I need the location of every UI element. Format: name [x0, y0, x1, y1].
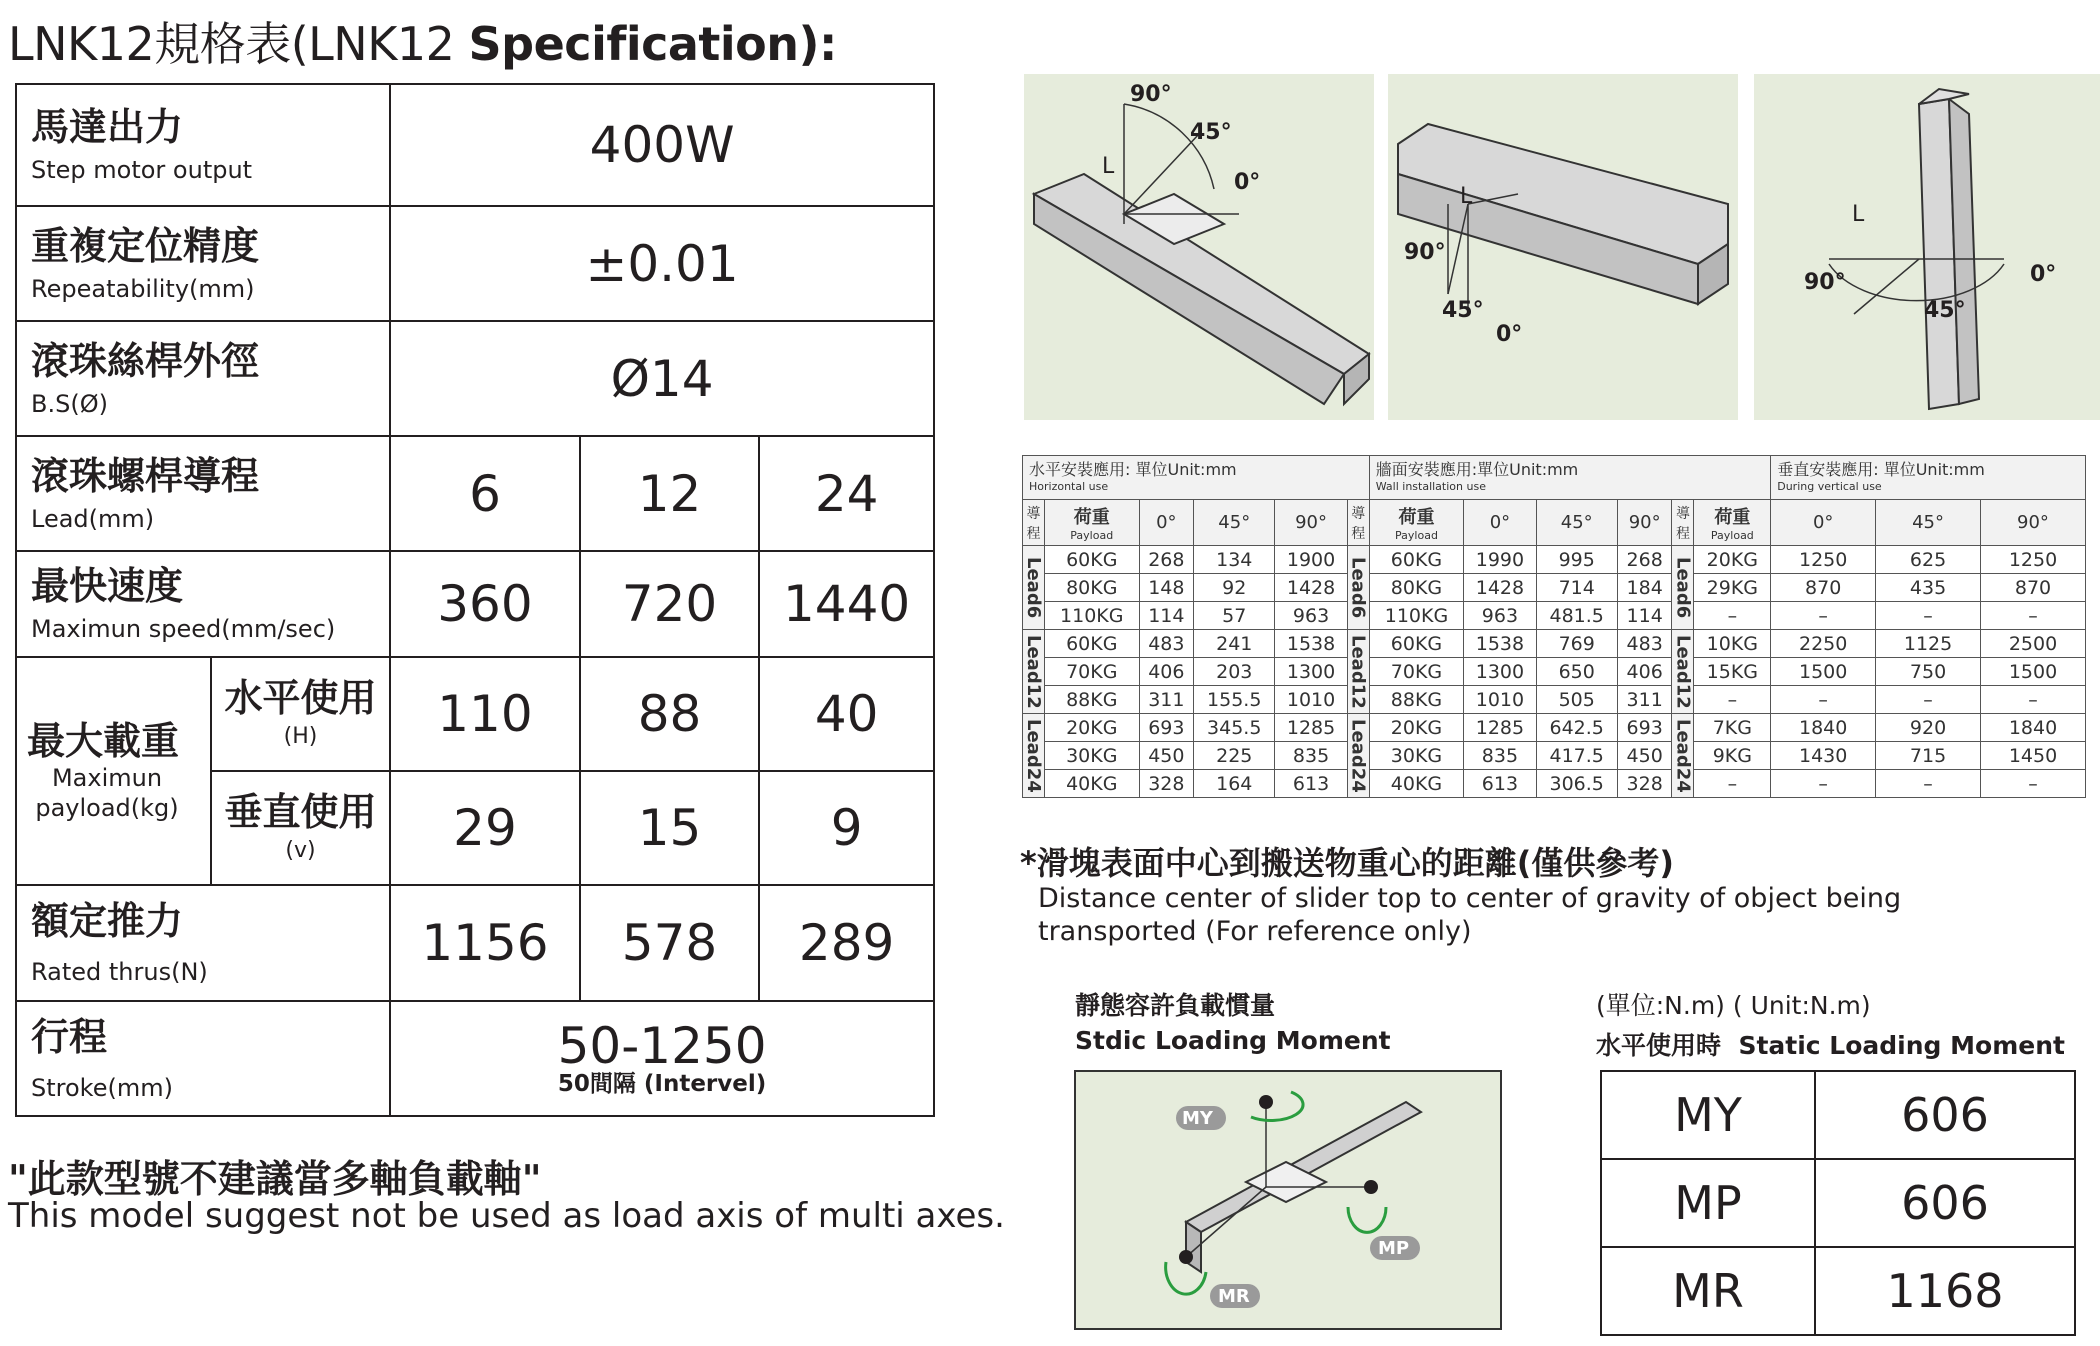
- payload-cell: 7KG: [1694, 714, 1771, 742]
- group-vertical-en: During vertical use: [1777, 479, 1882, 493]
- distance-cell: 328: [1139, 770, 1194, 798]
- payload-cell: 60KG: [1045, 546, 1140, 574]
- h-lead-3: 導程: [1672, 500, 1694, 546]
- thrust-lead12: 578: [580, 885, 759, 1001]
- payload-cell: –: [1694, 602, 1771, 630]
- distance-cell: 650: [1536, 658, 1617, 686]
- distance-cell: 715: [1876, 742, 1981, 770]
- distance-cell: 450: [1139, 742, 1194, 770]
- h-0-1: 0°: [1139, 500, 1194, 546]
- f1-angle-0: 0°: [1234, 170, 1261, 195]
- lead-24: 24: [759, 436, 934, 551]
- distance-cell: 750: [1876, 658, 1981, 686]
- moment-row: [1601, 1247, 2075, 1335]
- f3-angle-90: 90°: [1804, 270, 1846, 295]
- payload-cell: 110KG: [1369, 602, 1464, 630]
- stroke-interval: 50間隔 (Intervel): [557, 1070, 767, 1097]
- speed-label: 最快速度: [31, 564, 184, 608]
- distance-cell: 1285: [1275, 714, 1347, 742]
- title-zh: LNK12規格表(LNK12: [8, 17, 469, 71]
- motor-label-en: Step motor output: [31, 156, 253, 184]
- distance-cell: 613: [1464, 770, 1536, 798]
- distance-cell: 148: [1139, 574, 1194, 602]
- lead-6: 6: [390, 436, 580, 551]
- speed-lead12: 720: [580, 551, 759, 657]
- lead-label: Lead24: [1347, 714, 1369, 798]
- distance-cell: 613: [1275, 770, 1347, 798]
- distance-cell: 345.5: [1194, 714, 1275, 742]
- speed-label-en: Maximun speed(mm/sec): [31, 615, 336, 643]
- payload-cell: 20KG: [1369, 714, 1464, 742]
- payload-cell: 60KG: [1369, 630, 1464, 658]
- payload-cell: 60KG: [1045, 630, 1140, 658]
- load-row: [1023, 742, 2086, 770]
- row-thrust: [16, 885, 934, 1001]
- group-wall-en: Wall installation use: [1375, 479, 1486, 493]
- row-lead: [16, 436, 934, 551]
- moment-key: MP: [1601, 1159, 1815, 1247]
- lead-label: Lead12: [1023, 630, 1045, 714]
- distance-cell: 1840: [1980, 714, 2085, 742]
- payload-cell: 88KG: [1045, 686, 1140, 714]
- group-wall: 牆面安裝應用:單位Unit:mm: [1375, 459, 1579, 479]
- payload-h-lead12: 88: [580, 657, 759, 771]
- static-moment-title-en: Stdic Loading Moment: [1075, 1026, 1391, 1055]
- distance-cell: 92: [1194, 574, 1275, 602]
- lead-label: Lead12: [1347, 630, 1369, 714]
- distance-cell: –: [1876, 686, 1981, 714]
- distance-cell: 1450: [1980, 742, 2085, 770]
- distance-cell: 164: [1194, 770, 1275, 798]
- h-payload-1: 荷重: [1073, 507, 1110, 528]
- distance-cell: 311: [1139, 686, 1194, 714]
- figure-horizontal: [1024, 74, 1374, 420]
- distance-cell: –: [1771, 602, 1876, 630]
- distance-cell: 995: [1536, 546, 1617, 574]
- lead-label: Lead12: [1672, 630, 1694, 714]
- thrust-lead24: 289: [759, 885, 934, 1001]
- mr-label: MR: [1218, 1286, 1250, 1307]
- screw-label: 滾珠絲桿外徑: [31, 338, 260, 383]
- payload-cell: 110KG: [1045, 602, 1140, 630]
- group-horizontal: 水平安裝應用: 單位Unit:mm: [1029, 459, 1237, 479]
- multi-axis-warning-en: This model suggest not be used as load axis of multi axes.: [8, 1196, 1005, 1236]
- distance-cell: 835: [1464, 742, 1536, 770]
- load-row: [1023, 714, 2086, 742]
- h-45-1: 45°: [1194, 500, 1275, 546]
- multi-axis-warning-zh: "此款型號不建議當多軸負載軸": [8, 1157, 542, 1201]
- distance-cell: 114: [1139, 602, 1194, 630]
- h-lead-1: 導程: [1023, 500, 1045, 546]
- lead-label: Lead6: [1672, 546, 1694, 630]
- distance-cell: 693: [1139, 714, 1194, 742]
- payload-cell: 15KG: [1694, 658, 1771, 686]
- thrust-label: 額定推力: [31, 899, 184, 943]
- lead-label: Lead6: [1347, 546, 1369, 630]
- load-row: [1023, 574, 2086, 602]
- load-row: [1023, 770, 2086, 798]
- moment-value: 606: [1815, 1159, 2075, 1247]
- speed-lead6: 360: [390, 551, 580, 657]
- lead-label: Lead6: [1023, 546, 1045, 630]
- distance-cell: 203: [1194, 658, 1275, 686]
- moment-unit: (單位:N.m) ( Unit:N.m): [1596, 991, 1871, 1020]
- distance-cell: 268: [1617, 546, 1672, 574]
- payload-cell: 88KG: [1369, 686, 1464, 714]
- distance-cell: 1300: [1275, 658, 1347, 686]
- figure-wall: [1388, 74, 1738, 420]
- payload-cell: 9KG: [1694, 742, 1771, 770]
- vertical-mount-illustration: [1754, 74, 2100, 420]
- h-payload-en-2: Payload: [1395, 529, 1438, 542]
- distance-cell: 963: [1275, 602, 1347, 630]
- payload-label-cell: [16, 657, 211, 885]
- payload-cell: 20KG: [1045, 714, 1140, 742]
- distance-cell: 1990: [1464, 546, 1536, 574]
- distance-cell: –: [1980, 602, 2085, 630]
- payload-h-lead6: 110: [390, 657, 580, 771]
- distance-cell: –: [1980, 686, 2085, 714]
- motor-label: 馬達出力: [31, 105, 184, 149]
- f3-angle-0: 0°: [2030, 262, 2057, 287]
- payload-v-lead24: 9: [759, 771, 934, 885]
- lead-label: 滾珠螺桿導程: [31, 453, 260, 498]
- payload-cell: 70KG: [1045, 658, 1140, 686]
- distance-cell: 2500: [1980, 630, 2085, 658]
- distance-cell: 693: [1617, 714, 1672, 742]
- distance-cell: 1250: [1980, 546, 2085, 574]
- h-lead-2: 導程: [1347, 500, 1369, 546]
- payload-cell: –: [1694, 686, 1771, 714]
- payload-v-lead6: 29: [390, 771, 580, 885]
- distance-cell: 963: [1464, 602, 1536, 630]
- title-en: Specification):: [468, 17, 837, 71]
- mp-label: MP: [1378, 1238, 1410, 1259]
- f1-length-label: L: [1102, 154, 1115, 179]
- payload-cell: 29KG: [1694, 574, 1771, 602]
- load-group-header: [1023, 456, 2086, 500]
- h-payload-2: 荷重: [1398, 507, 1435, 528]
- payload-cell: 10KG: [1694, 630, 1771, 658]
- payload-cell: 20KG: [1694, 546, 1771, 574]
- row-payload-h: [16, 657, 934, 771]
- h-payload-en-3: Payload: [1710, 529, 1754, 542]
- payload-cell: 40KG: [1045, 770, 1140, 798]
- lead-label-en: Lead(mm): [31, 504, 155, 533]
- load-row: [1023, 630, 2086, 658]
- distance-cell: 1300: [1464, 658, 1536, 686]
- f2-length-label: L: [1460, 184, 1473, 209]
- moment-axes-illustration: [1076, 1072, 1500, 1328]
- distance-cell: 241: [1194, 630, 1275, 658]
- load-distance-table: [1022, 455, 2086, 798]
- moment-table: [1600, 1070, 2076, 1336]
- load-row: [1023, 602, 2086, 630]
- f1-angle-90: 90°: [1130, 82, 1172, 107]
- static-moment-title-zh: 靜態容許負載慣量: [1075, 991, 1276, 1020]
- speed-lead24: 1440: [759, 551, 934, 657]
- distance-cell: 769: [1536, 630, 1617, 658]
- distance-cell: –: [1771, 770, 1876, 798]
- h-45-3: 45°: [1876, 500, 1981, 546]
- horizontal-use-label: 水平使用: [224, 676, 377, 720]
- stroke-value: 50-1250: [557, 1016, 767, 1075]
- distance-note-zh: *滑塊表面中心到搬送物重心的距離(僅供參考): [1020, 844, 1674, 882]
- distance-cell: 870: [1771, 574, 1876, 602]
- lead-label: Lead24: [1023, 714, 1045, 798]
- moment-value: 1168: [1815, 1247, 2075, 1335]
- row-speed: [16, 551, 934, 657]
- distance-cell: 328: [1617, 770, 1672, 798]
- thrust-lead6: 1156: [390, 885, 580, 1001]
- h-90-2: 90°: [1617, 500, 1672, 546]
- stroke-label-en: Stroke(mm): [31, 1073, 173, 1102]
- distance-cell: 406: [1617, 658, 1672, 686]
- distance-cell: 2250: [1771, 630, 1876, 658]
- payload-cell: 80KG: [1045, 574, 1140, 602]
- distance-note-en: Distance center of slider top to center of gravity of object being transported (For reference only): [1038, 883, 1902, 947]
- h-payload-3: 荷重: [1714, 507, 1751, 528]
- distance-cell: 714: [1536, 574, 1617, 602]
- distance-cell: 1900: [1275, 546, 1347, 574]
- distance-cell: –: [1876, 602, 1981, 630]
- h-45-2: 45°: [1536, 500, 1617, 546]
- page-title: [8, 8, 837, 74]
- f2-angle-90: 90°: [1404, 240, 1446, 265]
- distance-cell: 435: [1876, 574, 1981, 602]
- distance-cell: 225: [1194, 742, 1275, 770]
- payload-label: 最大載重: [27, 719, 180, 763]
- moment-key: MR: [1601, 1247, 1815, 1335]
- moment-row: [1601, 1071, 2075, 1159]
- distance-cell: 483: [1617, 630, 1672, 658]
- distance-cell: 1538: [1464, 630, 1536, 658]
- distance-cell: 483: [1139, 630, 1194, 658]
- distance-cell: 417.5: [1536, 742, 1617, 770]
- screw-label-en: B.S(Ø): [31, 389, 108, 418]
- moment-title-en: Static Loading Moment: [1738, 1031, 2065, 1060]
- distance-cell: 114: [1617, 602, 1672, 630]
- distance-cell: 450: [1617, 742, 1672, 770]
- distance-cell: –: [1876, 770, 1981, 798]
- repeat-label: 重複定位精度: [31, 223, 260, 268]
- horizontal-use-label-en: (H): [283, 724, 318, 749]
- payload-cell: 70KG: [1369, 658, 1464, 686]
- distance-cell: 155.5: [1194, 686, 1275, 714]
- distance-cell: 311: [1617, 686, 1672, 714]
- load-table-body: [1023, 546, 2086, 798]
- distance-cell: 1430: [1771, 742, 1876, 770]
- load-row: [1023, 658, 2086, 686]
- thrust-label-en: Rated thrus(N): [31, 958, 208, 986]
- row-repeatability: [16, 206, 934, 321]
- distance-cell: 625: [1876, 546, 1981, 574]
- h-0-3: 0°: [1771, 500, 1876, 546]
- distance-cell: 134: [1194, 546, 1275, 574]
- payload-cell: 40KG: [1369, 770, 1464, 798]
- figure-vertical: [1754, 74, 2100, 420]
- moment-title-zh: 水平使用時: [1596, 1031, 1722, 1060]
- distance-cell: 642.5: [1536, 714, 1617, 742]
- f2-angle-0: 0°: [1496, 322, 1523, 347]
- h-90-1: 90°: [1275, 500, 1347, 546]
- payload-cell: 30KG: [1045, 742, 1140, 770]
- row-stroke: [16, 1001, 934, 1116]
- lead-12: 12: [580, 436, 759, 551]
- f1-angle-45: 45°: [1190, 120, 1232, 145]
- repeat-label-en: Repeatability(mm): [31, 274, 255, 303]
- h-90-3: 90°: [1980, 500, 2085, 546]
- load-column-header: [1023, 500, 2086, 546]
- payload-cell: 80KG: [1369, 574, 1464, 602]
- distance-cell: 1250: [1771, 546, 1876, 574]
- payload-label-en: Maximun payload(kg): [35, 764, 179, 822]
- distance-cell: 184: [1617, 574, 1672, 602]
- h-0-2: 0°: [1464, 500, 1536, 546]
- distance-cell: 1428: [1464, 574, 1536, 602]
- load-row: [1023, 546, 2086, 574]
- distance-cell: 1285: [1464, 714, 1536, 742]
- distance-cell: 406: [1139, 658, 1194, 686]
- distance-cell: 1010: [1464, 686, 1536, 714]
- h-payload-en-1: Payload: [1070, 529, 1114, 542]
- f3-length-label: L: [1852, 202, 1865, 227]
- distance-cell: 268: [1139, 546, 1194, 574]
- group-vertical: 垂直安裝應用: 單位Unit:mm: [1777, 459, 1985, 479]
- f2-angle-45: 45°: [1442, 298, 1484, 323]
- vertical-use-label-en: (v): [285, 838, 316, 863]
- distance-cell: 870: [1980, 574, 2085, 602]
- distance-cell: 920: [1876, 714, 1981, 742]
- vertical-use-label: 垂直使用: [224, 790, 377, 834]
- payload-v-lead12: 15: [580, 771, 759, 885]
- distance-cell: –: [1980, 770, 2085, 798]
- distance-cell: 505: [1536, 686, 1617, 714]
- distance-cell: 481.5: [1536, 602, 1617, 630]
- f3-angle-45: 45°: [1924, 298, 1966, 323]
- distance-cell: 1840: [1771, 714, 1876, 742]
- distance-cell: 1428: [1275, 574, 1347, 602]
- payload-cell: –: [1694, 770, 1771, 798]
- payload-cell: 60KG: [1369, 546, 1464, 574]
- distance-cell: 1010: [1275, 686, 1347, 714]
- repeat-value: ±0.01: [390, 206, 934, 321]
- distance-cell: –: [1771, 686, 1876, 714]
- group-horizontal-en: Horizontal use: [1029, 479, 1109, 493]
- distance-cell: 1125: [1876, 630, 1981, 658]
- load-row: [1023, 686, 2086, 714]
- row-motor: [16, 84, 934, 206]
- row-screw: [16, 321, 934, 436]
- stroke-label: 行程: [31, 1014, 108, 1059]
- spec-table: [15, 83, 935, 1117]
- distance-cell: 1500: [1980, 658, 2085, 686]
- moment-value: 606: [1815, 1071, 2075, 1159]
- distance-cell: 835: [1275, 742, 1347, 770]
- distance-cell: 57: [1194, 602, 1275, 630]
- static-moment-figure: [1074, 1070, 1502, 1330]
- lead-label: Lead24: [1672, 714, 1694, 798]
- screw-value: Ø14: [390, 321, 934, 436]
- distance-cell: 306.5: [1536, 770, 1617, 798]
- distance-cell: 1500: [1771, 658, 1876, 686]
- moment-row: [1601, 1159, 2075, 1247]
- payload-h-lead24: 40: [759, 657, 934, 771]
- payload-cell: 30KG: [1369, 742, 1464, 770]
- my-label: MY: [1182, 1108, 1213, 1129]
- moment-key: MY: [1601, 1071, 1815, 1159]
- motor-value: 400W: [390, 84, 934, 206]
- distance-cell: 1538: [1275, 630, 1347, 658]
